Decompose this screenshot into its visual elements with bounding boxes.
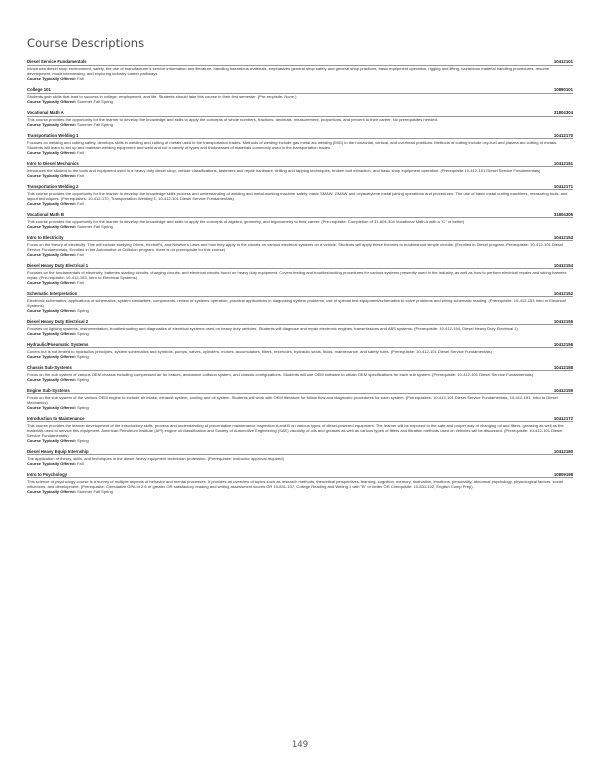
course-description: This course provides the learner development of the introductory skills, process and understanding of preventative maintenance inspection A and B on various types of diesel-powered equipment. The learner will be exposed to the safe and proper way of changing oil and filters, greasing as well as the materials used to service this equipment. American Petroleum Institute (API) engine oil classification and Society of Automotive Engineering (SAE) viscosity of oils and greases as well as various types of filters and filtration methods used on vehicles will be discussed. (Prerequisite: 10-412-101 Diesel Service Fundamentals) — [27, 422, 564, 438]
course-entry — [27, 449, 573, 466]
course-description: Focuses on the fundamentals of electricity, batteries starting circuits, charging circuits, and electrical circuits found on heavy duty equipment. Covers testing and troubleshooting procedures for various systems presently used in the industry, as well as how to perform electrical repairs and wiring harness repair. (Pre-requisite: 10-412-153, Intro to Electrical Systems) — [27, 269, 567, 280]
course-entry — [27, 161, 573, 178]
course-name: Engine Sub-Systems — [27, 387, 70, 393]
offered-terms: Spring — [77, 330, 89, 336]
course-offered — [27, 377, 573, 382]
course-offered — [27, 354, 573, 359]
course-offered — [27, 461, 573, 466]
page-content — [27, 36, 573, 500]
offered-terms: Fall — [77, 173, 84, 179]
offered-label: Course Typically Offered: — [27, 76, 76, 82]
course-code: 10412154 — [553, 262, 573, 268]
course-header — [27, 365, 573, 372]
offered-terms: Spring — [77, 353, 89, 359]
course-description: This course provides the opportunity for the learner to develop the knowledge and skills to apply the concepts of algebra, geometry, and trigonometry to their career. (Pre-requisite: Completion of 31-804-304 Vocational Math A with a "C" or better) — [27, 218, 465, 224]
course-header — [27, 212, 573, 219]
course-code: 10412153 — [553, 234, 573, 240]
course-offered — [27, 252, 573, 257]
course-entry — [27, 235, 573, 257]
course-entry — [27, 87, 573, 104]
course-header — [27, 59, 573, 66]
course-name: Transportation Welding 2 — [27, 183, 79, 189]
course-name: Diesel Heavy Duty Electrical 1 — [27, 262, 89, 268]
course-code: 10412180 — [553, 448, 573, 454]
course-entry — [27, 472, 573, 494]
offered-label: Course Typically Offered: — [27, 223, 76, 229]
offered-terms: Spring — [77, 376, 89, 382]
course-code: 10412159 — [553, 387, 573, 393]
course-header — [27, 184, 573, 191]
course-name: Intro to Psychology — [27, 471, 68, 477]
course-header — [27, 388, 573, 395]
course-offered — [27, 76, 573, 81]
page-title: Course Descriptions — [27, 36, 145, 50]
offered-label: Course Typically Offered: — [27, 404, 76, 410]
course-offered — [27, 173, 573, 178]
offered-label: Course Typically Offered: — [27, 252, 76, 257]
course-description: Electronic schematics, applications of schematics, system similarities, components, review of systems operation, practical applications in diagnosing system problems, use of special test equipment/schematics to solve problems and wiring schematic reading. (Prerequisite: 10-412-153 Intro to Electrical Systems) — [27, 297, 566, 308]
offered-label: Course Typically Offered: — [27, 488, 76, 494]
course-header — [27, 263, 573, 270]
course-description: This course provides the opportunity for the learner to develop the knowledge skills process and understanding of welding and metal-working machine safety; basic SMAW, GMAW and oxyacetylene metal joining operations and procedures. The use of basic metal cutting machines, measuring tools, and layout techniques. (Prerequisites: 10-412-170, Transportation Welding 1, 10-412-101 Diesel Service Fundamentals) — [27, 190, 568, 201]
course-entry — [27, 342, 573, 359]
course-offered — [27, 438, 573, 443]
course-description: Covers but is not limited to hydraulics principles, system schematics and symbols, pumps, valves, cylinders, motors, accumulators, filters, reservoirs, hydraulic seals, fluids, maintenance, and safety rules. (Prerequisite: 10-412-101 Diesel Service Fundamentals) — [27, 348, 492, 354]
course-code: 10412170 — [553, 132, 573, 138]
offered-terms: Summer Fall Spring — [77, 99, 113, 105]
course-header — [27, 87, 573, 94]
course-offered — [27, 201, 573, 206]
course-offered — [27, 224, 573, 229]
course-entry — [27, 263, 573, 285]
offered-label: Course Typically Offered: — [27, 438, 76, 444]
offered-label: Course Typically Offered: — [27, 330, 76, 336]
course-name: Intro to Diesel Mechanics — [27, 160, 79, 166]
course-entry — [27, 365, 573, 382]
course-offered — [27, 280, 573, 285]
course-code: 10412155 — [553, 318, 573, 324]
course-name: Chassis Sub-Systems — [27, 364, 72, 370]
course-header — [27, 161, 573, 168]
course-entry — [27, 416, 573, 444]
offered-terms: Summer Fall Spring — [77, 488, 113, 494]
course-offered — [27, 489, 573, 494]
course-list — [27, 59, 573, 494]
course-description: Focus on the theory of electricity. This will include studying Ohms, Kirchoff's, and Newton's Laws and how they apply to the circuits on various electrical systems on a vehicle. Students will apply these theories to troubleshoot simple circuits. (Enrolled in Diesel program, Prerequisite: 10-412-101 Diesel Service Fundamentals; Enrolled in the Automotive or Collision program, there is no prerequisite for this course) — [27, 241, 564, 252]
course-header — [27, 133, 573, 140]
course-name: Intro to Electricity — [27, 234, 64, 240]
course-description: Focuses on lighting systems, instrumentation, troubleshooting and diagnostics of electrical systems used on heavy duty vehicles. Students will diagnose and repair electronic engines, transmissions and ABS systems. (Prerequisite: 10-412-154, Diesel Heavy Duty Electrical 1) — [27, 325, 518, 331]
offered-terms: Summer Fall Spring — [77, 223, 113, 229]
course-header — [27, 472, 573, 479]
course-entry — [27, 59, 573, 81]
offered-label: Course Typically Offered: — [27, 280, 76, 286]
course-entry — [27, 212, 573, 229]
course-code: 10412156 — [553, 341, 573, 347]
course-name: Schematic Interpretation — [27, 290, 78, 296]
course-code: 10412158 — [553, 364, 573, 370]
course-entry — [27, 388, 573, 410]
course-offered — [27, 308, 573, 313]
offered-label: Course Typically Offered: — [27, 308, 76, 314]
course-description: The application of theory, skills, and techniques in the diesel heavy equipment technician profession. (Prerequisite: Instructor approval required) — [27, 455, 284, 461]
course-code: 10412172 — [553, 415, 573, 421]
offered-terms: Spring — [77, 404, 89, 410]
course-code: 10412101 — [553, 59, 573, 64]
course-name: Transportation Welding 1 — [27, 132, 79, 138]
course-code: 10809198 — [553, 471, 573, 477]
course-entry — [27, 291, 573, 313]
course-name: Introduction to Maintenance — [27, 415, 85, 421]
course-offered — [27, 99, 573, 104]
offered-terms: Spring — [77, 308, 89, 314]
offered-label: Course Typically Offered: — [27, 376, 76, 382]
course-header — [27, 291, 573, 298]
course-code: 31804305 — [553, 211, 573, 217]
course-header — [27, 110, 573, 117]
course-header — [27, 319, 573, 326]
offered-terms: Fall — [77, 201, 84, 207]
course-code: 31804304 — [553, 109, 573, 115]
course-offered — [27, 405, 573, 410]
course-description: Introduces diesel shop environment, safety, the use of manufacturer's service information and literature, handling hazardous materials, emphasizes general shop safety and general shop practices, basic equipment operation, rigging and lifting, hazardous material handling procedures, resume development, mock interviewing, and exploring industry career pathways. — [27, 65, 550, 77]
offered-label: Course Typically Offered: — [27, 122, 76, 128]
offered-terms: Summer Fall Spring — [77, 122, 113, 128]
course-description: Focus on the sub system of various OEM chassis including compressed air for brakes, avoidance collision system, and chassis configurations. Students will use OEM software to obtain OEM specifications for each sub system. (Prerequisite: 10-412-101 Diesel Service Fundamentals) — [27, 371, 534, 377]
course-entry — [27, 184, 573, 206]
course-code: 10412152 — [553, 290, 573, 296]
offered-terms: Fall — [77, 280, 84, 286]
course-description: This science of psychology course is a survey of multiple aspects of behavior and mental processes. It provides an overview of topics such as research methods, theoretical perspectives, learning, cognition, memory, motivation, emotions, personality, abnormal psychology, physiological factors, social influences, and development. (Prerequisite: Cumulative GPA of 2.6 or greater OR satisfactory reading and writing assessment scores OR 10-831-107, College Reading and Writing 1 with "B" or better OR Corequisite: 10-831-102, English Comp Prep). — [27, 478, 563, 489]
offered-label: Course Typically Offered: — [27, 460, 76, 466]
offered-label: Course Typically Offered: — [27, 353, 76, 359]
course-name: Diesel Service Fundamentals — [27, 59, 87, 64]
course-name: Vocational Math B — [27, 211, 64, 217]
page-number: 149 — [291, 740, 309, 750]
course-offered — [27, 122, 573, 127]
offered-terms: Fall — [77, 150, 84, 156]
course-offered — [27, 150, 573, 155]
course-description: This course provides the opportunity for the learner to develop the knowledge and skills to apply the concepts of whole numbers, fractions, decimals, measurement, proportions, and percent to their career. No prerequisites needed. — [27, 116, 438, 122]
course-code: 10890101 — [553, 87, 573, 93]
course-name: Diesel Heavy Equip Internship — [27, 448, 89, 454]
offered-label: Course Typically Offered: — [27, 150, 76, 156]
course-entry — [27, 110, 573, 127]
course-code: 10412151 — [553, 160, 573, 166]
course-name: Vocational Math A — [27, 109, 64, 115]
offered-label: Course Typically Offered: — [27, 173, 76, 179]
offered-label: Course Typically Offered: — [27, 99, 76, 105]
course-name: Diesel Heavy Duty Electrical 2 — [27, 318, 89, 324]
offered-terms: Fall — [77, 76, 84, 82]
course-code: 10412171 — [553, 183, 573, 189]
course-header — [27, 342, 573, 349]
course-name: Hydraulic/Pneumatic Systems — [27, 341, 89, 347]
course-description: Students gain skills that lead to success in college, employment, and life. Students should take this course in their first semester. (Pre-requisite: None.) — [27, 94, 297, 100]
course-header — [27, 235, 573, 242]
course-description: Focuses on welding and cutting safety, develops skills in welding and cutting of metals used in the transportation trades. Methods of welding include gas metal arc welding (MIG) in the horizontal, vertical, and overhead positions. Methods of cutting include oxy-fuel and plasma arc cutting of metals. Students will learn to set up and maintain welding equipment and weld and cut a variety of types and thicknesses of materials commonly used in the transportation trades. — [27, 139, 558, 150]
course-description: Focus on the sub system of the various OEM engine to include air intake, exhaust system, cooling and oil system. Students will work with OEM literature for follow flow and diagnostic procedures for each system. (Prerequisites: 10-412-101 Diesel Service Fundamentals, 10-412-151, Intro to Diesel Mechanics) — [27, 394, 558, 405]
course-header — [27, 449, 573, 456]
course-description: Introduces the student to the tools and equipment used in a heavy duty diesel shop, vehicle classifications, fasteners and repair hardware, drilling and tapping techniques, broken bolt extraction, and basic shop equipment operation. (Prerequisite:10-412-101 Diesel Service Fundamentals) — [27, 167, 541, 173]
offered-label: Course Typically Offered: — [27, 201, 76, 207]
offered-terms: Fall — [77, 460, 84, 466]
offered-terms: Spring — [77, 438, 89, 444]
course-header — [27, 416, 573, 423]
course-entry — [27, 319, 573, 336]
course-offered — [27, 331, 573, 336]
course-name: College 101 — [27, 87, 51, 93]
course-entry — [27, 133, 573, 155]
offered-terms: Fall — [77, 252, 84, 257]
